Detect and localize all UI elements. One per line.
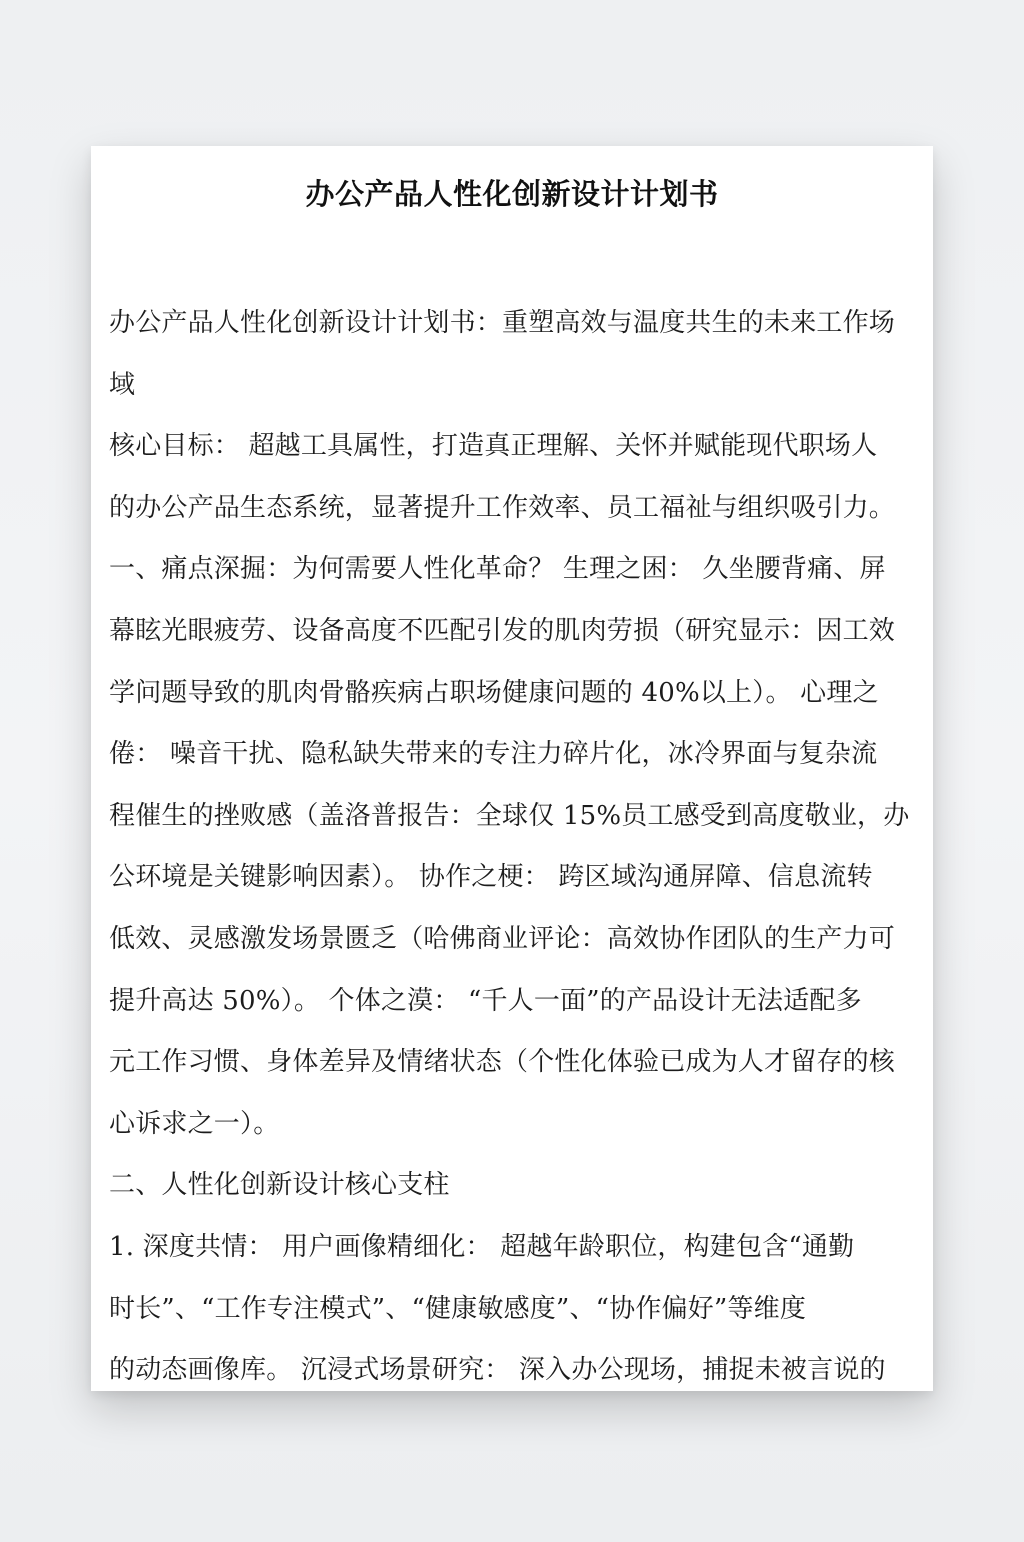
body-line: 公环境是关键影响因素）。 协作之梗： 跨区域沟通屏障、信息流转 [109, 862, 873, 893]
document-title: 办公产品人性化创新设计计划书 [305, 177, 719, 211]
document-body [109, 293, 917, 1391]
body-line: 低效、灵感激发场景匮乏（哈佛商业评论：高效协作团队的生产力可 [109, 923, 896, 954]
body-line: 域 [109, 369, 136, 400]
body-line: 1. 深度共情： 用户画像精细化： 超越年龄职位，构建包含“通勤 [109, 1231, 855, 1262]
body-line: 幕眩光眼疲劳、设备高度不匹配引发的肌肉劳损（研究显示：因工效 [109, 615, 896, 646]
body-line: 提升高达 50%）。 个体之漠： “千人一面”的产品设计无法适配多 [109, 985, 862, 1016]
body-line: 的办公产品生态系统，显著提升工作效率、员工福祉与组织吸引力。 [109, 492, 896, 523]
document-page [91, 146, 933, 1391]
body-line: 一、痛点深掘：为何需要人性化革命？ 生理之困： 久坐腰背痛、屏 [109, 554, 886, 585]
body-line: 心诉求之一）。 [109, 1108, 280, 1139]
body-line: 办公产品人性化创新设计计划书：重塑高效与温度共生的未来工作场 [109, 308, 896, 338]
body-line: 程催生的挫败感（盖洛普报告：全球仅 15%员工感受到高度敬业，办 [109, 800, 910, 831]
body-line: 学问题导致的肌肉骨骼疾病占职场健康问题的 40%以上）。 心理之 [109, 677, 879, 708]
body-line: 核心目标： 超越工具属性，打造真正理解、关怀并赋能现代职场人 [109, 431, 878, 462]
body-line: 倦： 噪音干扰、隐私缺失带来的专注力碎片化，冰冷界面与复杂流 [109, 739, 878, 770]
body-line: 的动态画像库。 沉浸式场景研究： 深入办公现场，捕捉未被言说的 [109, 1355, 886, 1386]
section-heading: 二、人性化创新设计核心支柱 [109, 1170, 450, 1201]
body-line: 时长”、“工作专注模式”、“健康敏感度”、“协作偏好”等维度 [109, 1293, 807, 1324]
body-line: 元工作习惯、身体差异及情绪状态（个性化体验已成为人才留存的核 [109, 1047, 896, 1078]
